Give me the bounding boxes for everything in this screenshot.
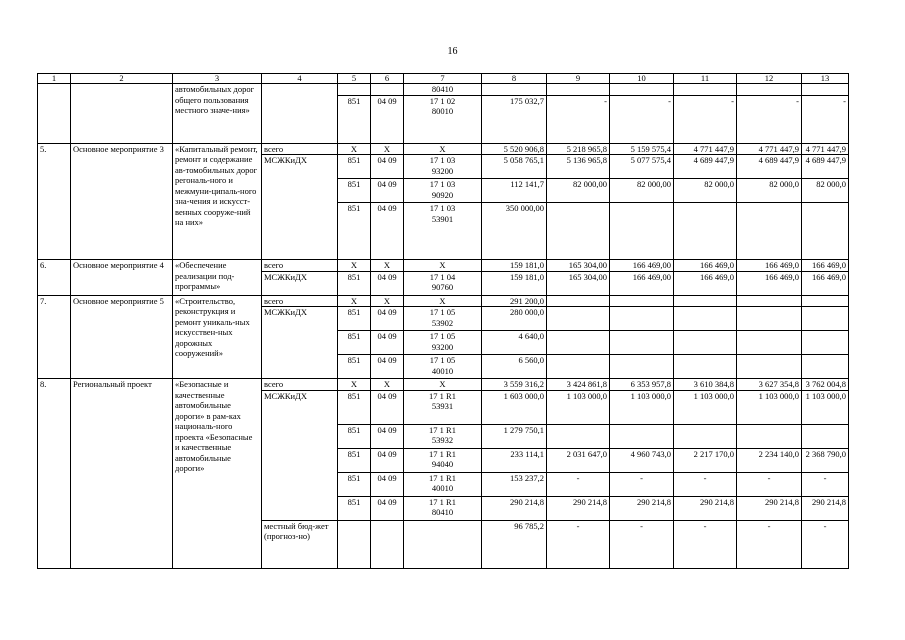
budget-table [37, 73, 849, 569]
cell [674, 203, 737, 260]
value-cell: - [547, 472, 610, 496]
value-cell: 6 560,0 [482, 355, 547, 379]
code-line: 90760 [431, 282, 454, 292]
grbs-cell: 851 [338, 424, 371, 448]
value-cell: 166 469,0 [674, 271, 737, 295]
value-cell: 290 214,8 [547, 496, 610, 520]
description-cell: «Обеспечение реализации под-программы» [173, 260, 262, 296]
cell [610, 84, 674, 96]
code-cell [404, 95, 482, 143]
value-cell: 2 217 170,0 [674, 448, 737, 472]
activity-name: Основное мероприятие 4 [71, 260, 173, 296]
value-cell: 82 000,0 [674, 179, 737, 203]
col-header: 4 [262, 74, 338, 84]
value-cell: - [737, 472, 802, 496]
value-cell: 290 214,8 [674, 496, 737, 520]
value-cell: 3 559 316,2 [482, 379, 547, 391]
source-cell: всего [262, 295, 338, 307]
value-cell: 4 771 447,9 [737, 143, 802, 155]
cell [674, 307, 737, 331]
value-cell: - [674, 472, 737, 496]
value-cell: 166 469,00 [610, 271, 674, 295]
code-line: 17 1 03 [429, 155, 456, 165]
description-cell: «Безопасные и качественные автомобильные дороги» в рам-ках националь-ного проекта «Безопасные и качественные автомобильные дороги» [173, 379, 262, 569]
section-cell: 04 09 [371, 179, 404, 203]
code-line: 17 1 05 [429, 355, 456, 365]
page-number: 16 [447, 46, 458, 57]
activity-name: Основное мероприятие 5 [71, 295, 173, 379]
code-line: 40010 [431, 365, 454, 376]
cell [737, 307, 802, 331]
value-cell: 159 181,0 [482, 260, 547, 272]
grbs-cell: 851 [338, 496, 371, 520]
table-row [38, 260, 849, 272]
value-cell: - [610, 520, 674, 568]
code-cell [404, 271, 482, 295]
value-cell: 280 000,0 [482, 307, 547, 331]
section-cell: 04 09 [371, 355, 404, 379]
col-header: 11 [674, 74, 737, 84]
cell: Х [338, 143, 371, 155]
code-line: 53901 [431, 213, 454, 224]
value-cell: 1 103 000,0 [610, 390, 674, 424]
cell [737, 84, 802, 96]
value-cell: 2 368 790,0 [802, 448, 849, 472]
code-cell [404, 448, 482, 472]
grbs-cell: 851 [338, 307, 371, 331]
value-cell: 166 469,0 [802, 260, 849, 272]
code-line: 17 1 05 [429, 331, 456, 341]
value-cell: 2 031 647,0 [547, 448, 610, 472]
cell: Х [371, 379, 404, 391]
value-cell: 6 353 957,8 [610, 379, 674, 391]
cell [674, 355, 737, 379]
code-line: 93200 [431, 341, 454, 352]
value-cell: 1 279 750,1 [482, 424, 547, 448]
grbs-cell: 851 [338, 179, 371, 203]
code-cell [404, 355, 482, 379]
cell [802, 331, 849, 355]
code-cell [404, 331, 482, 355]
cell [674, 424, 737, 448]
value-cell: 5 520 906,8 [482, 143, 547, 155]
description-cell: «Строительство, реконструкция и ремонт уникаль-ных искусствен-ных дорожных сооружений» [173, 295, 262, 379]
grbs-cell: 851 [338, 95, 371, 143]
section-cell: 04 09 [371, 95, 404, 143]
cell [262, 84, 338, 144]
value-cell: 82 000,0 [737, 179, 802, 203]
cell [610, 355, 674, 379]
code-line: 17 1 R1 [429, 472, 456, 483]
cell: Х [371, 260, 404, 272]
value-cell: 5 136 965,8 [547, 155, 610, 179]
value-cell: 166 469,0 [802, 271, 849, 295]
cell [802, 355, 849, 379]
executor-cell: МСЖКиДХ [262, 155, 338, 260]
code-line: 53902 [431, 317, 454, 328]
cell [482, 84, 547, 96]
cell [802, 203, 849, 260]
col-header: 13 [802, 74, 849, 84]
value-cell: - [737, 520, 802, 568]
activity-name: Основное мероприятие 3 [71, 143, 173, 260]
col-header: 8 [482, 74, 547, 84]
value-cell: 350 000,00 [482, 203, 547, 260]
col-header: 3 [173, 74, 262, 84]
column-number-row [38, 74, 849, 84]
section-cell: 04 09 [371, 203, 404, 260]
cell: Х [404, 379, 482, 391]
grbs-cell: 851 [338, 271, 371, 295]
code-cell [404, 390, 482, 424]
section-cell: 04 09 [371, 448, 404, 472]
value-cell: 4 960 743,0 [610, 448, 674, 472]
cell [674, 84, 737, 96]
value-cell: 3 762 004,8 [802, 379, 849, 391]
value-cell: 96 785,2 [482, 520, 547, 568]
table-row [38, 379, 849, 391]
value-cell: - [802, 520, 849, 568]
code-line: 17 1 05 [429, 307, 456, 317]
cell [71, 84, 173, 144]
value-cell: 2 234 140,0 [737, 448, 802, 472]
row-number: 6. [38, 260, 71, 296]
code-cell [404, 424, 482, 448]
description-cell: «Капитальный ремонт, ремонт и содержание ав-томобильных дорог регональ-ного и межмуни-ципаль-ного зна-чения и искусст-венных сооруже-ний на них» [173, 143, 262, 260]
executor-cell: МСЖКиДХ [262, 307, 338, 379]
code-line: 80010 [431, 106, 454, 116]
section-cell: 04 09 [371, 496, 404, 520]
col-header: 6 [371, 74, 404, 84]
value-cell: 5 159 575,4 [610, 143, 674, 155]
section-cell: 04 09 [371, 390, 404, 424]
source-cell: всего [262, 379, 338, 391]
cell [338, 520, 371, 568]
cell: Х [338, 260, 371, 272]
grbs-cell: 851 [338, 203, 371, 260]
section-cell: 04 09 [371, 472, 404, 496]
cell [404, 520, 482, 568]
table-row [38, 295, 849, 307]
code-cell [404, 307, 482, 331]
col-header: 2 [71, 74, 173, 84]
value-cell: - [674, 95, 737, 143]
value-cell: 82 000,00 [610, 179, 674, 203]
value-cell: 4 771 447,9 [802, 143, 849, 155]
value-cell: 166 469,0 [674, 260, 737, 272]
value-cell: 112 141,7 [482, 179, 547, 203]
value-cell: - [610, 472, 674, 496]
code-line: 17 1 04 [429, 271, 456, 282]
value-cell: 166 469,00 [610, 260, 674, 272]
cell [737, 295, 802, 307]
source-cell: всего [262, 260, 338, 272]
executor-cell: МСЖКиДХ [262, 271, 338, 295]
col-header: 5 [338, 74, 371, 84]
value-cell: 4 689 447,9 [674, 155, 737, 179]
table-row [38, 143, 849, 155]
code-line: 17 1 R1 [429, 496, 456, 507]
cell [737, 331, 802, 355]
cell [371, 520, 404, 568]
cell [802, 84, 849, 96]
executor-cell: МСЖКиДХ [262, 390, 338, 520]
source-cell: местный бюд-жет (прогноз-но) [262, 520, 338, 568]
grbs-cell: 851 [338, 331, 371, 355]
code-line: 17 1 03 [429, 179, 456, 189]
col-header: 12 [737, 74, 802, 84]
cell [737, 203, 802, 260]
code-line: 17 1 03 [429, 203, 456, 213]
table-row [38, 84, 849, 96]
cell: Х [371, 295, 404, 307]
row-number: 5. [38, 143, 71, 260]
code-line: 17 1 R1 [429, 448, 456, 459]
value-cell: 290 214,8 [737, 496, 802, 520]
value-cell: 5 058 765,1 [482, 155, 547, 179]
code-line: 17 1 02 [429, 95, 456, 106]
code-line: 80410 [431, 507, 454, 517]
grbs-cell: 851 [338, 472, 371, 496]
cell: Х [404, 295, 482, 307]
cell: Х [404, 260, 482, 272]
cell: Х [404, 143, 482, 155]
value-cell: - [610, 95, 674, 143]
value-cell: - [737, 95, 802, 143]
value-cell: 1 103 000,0 [802, 390, 849, 424]
section-cell: 04 09 [371, 331, 404, 355]
cell [547, 355, 610, 379]
code-line: 90920 [431, 189, 454, 200]
value-cell: 166 469,0 [737, 260, 802, 272]
value-cell: 233 114,1 [482, 448, 547, 472]
value-cell: 5 077 575,4 [610, 155, 674, 179]
cell [547, 203, 610, 260]
cell [547, 424, 610, 448]
cell [547, 295, 610, 307]
col-header: 1 [38, 74, 71, 84]
code-line: 17 1 R1 [429, 424, 456, 435]
code-line: 53931 [431, 401, 454, 411]
value-cell: - [547, 520, 610, 568]
value-cell: - [547, 95, 610, 143]
value-cell: 159 181,0 [482, 271, 547, 295]
cell [610, 331, 674, 355]
cell [610, 424, 674, 448]
value-cell: 3 627 354,8 [737, 379, 802, 391]
value-cell: 82 000,00 [547, 179, 610, 203]
source-cell: всего [262, 143, 338, 155]
value-cell: 1 103 000,0 [547, 390, 610, 424]
value-cell: - [802, 95, 849, 143]
value-cell: 82 000,0 [802, 179, 849, 203]
value-cell: 1 103 000,0 [674, 390, 737, 424]
cell [737, 355, 802, 379]
cell [38, 84, 71, 144]
value-cell: 165 304,00 [547, 271, 610, 295]
cell: Х [338, 295, 371, 307]
section-cell: 04 09 [371, 307, 404, 331]
value-cell: - [674, 520, 737, 568]
grbs-cell: 851 [338, 448, 371, 472]
value-cell: 4 689 447,9 [802, 155, 849, 179]
cell [802, 307, 849, 331]
cell [547, 307, 610, 331]
code-line: 53932 [431, 435, 454, 445]
row-number: 8. [38, 379, 71, 569]
cell [371, 84, 404, 96]
grbs-cell: 851 [338, 390, 371, 424]
grbs-cell: 851 [338, 355, 371, 379]
code-cell [404, 203, 482, 260]
value-cell: 1 603 000,0 [482, 390, 547, 424]
cell [674, 295, 737, 307]
section-cell: 04 09 [371, 424, 404, 448]
code-cell [404, 496, 482, 520]
row-number: 7. [38, 295, 71, 379]
cell [547, 331, 610, 355]
cell [737, 424, 802, 448]
cell: Х [371, 143, 404, 155]
value-cell: 3 610 384,8 [674, 379, 737, 391]
value-cell: 1 103 000,0 [737, 390, 802, 424]
activity-name: Региональный проект [71, 379, 173, 569]
cell [338, 84, 371, 96]
value-cell: 165 304,00 [547, 260, 610, 272]
col-header: 7 [404, 74, 482, 84]
value-cell: 3 424 861,8 [547, 379, 610, 391]
section-cell: 04 09 [371, 271, 404, 295]
cell [674, 331, 737, 355]
code-cell: 80410 [404, 84, 482, 96]
value-cell: 166 469,0 [737, 271, 802, 295]
value-cell: 4 640,0 [482, 331, 547, 355]
description-cell: автомобильных дорог общего пользования местного значе-ния» [173, 84, 262, 144]
col-header: 10 [610, 74, 674, 84]
cell [610, 203, 674, 260]
section-cell: 04 09 [371, 155, 404, 179]
code-cell [404, 155, 482, 179]
value-cell: 290 214,8 [482, 496, 547, 520]
cell [547, 84, 610, 96]
code-cell [404, 472, 482, 496]
value-cell: 291 200,0 [482, 295, 547, 307]
value-cell: - [802, 472, 849, 496]
value-cell: 4 689 447,9 [737, 155, 802, 179]
value-cell: 290 214,8 [802, 496, 849, 520]
code-line: 94040 [431, 459, 454, 469]
value-cell: 290 214,8 [610, 496, 674, 520]
cell [802, 424, 849, 448]
value-cell: 153 237,2 [482, 472, 547, 496]
code-line: 93200 [431, 165, 454, 176]
cell [610, 307, 674, 331]
cell: Х [338, 379, 371, 391]
col-header: 9 [547, 74, 610, 84]
grbs-cell: 851 [338, 155, 371, 179]
code-line: 17 1 R1 [429, 390, 456, 401]
value-cell: 5 218 965,8 [547, 143, 610, 155]
cell [610, 295, 674, 307]
code-line: 40010 [431, 483, 454, 493]
value-cell: 4 771 447,9 [674, 143, 737, 155]
value-cell: 175 032,7 [482, 95, 547, 143]
cell [802, 295, 849, 307]
code-cell [404, 179, 482, 203]
